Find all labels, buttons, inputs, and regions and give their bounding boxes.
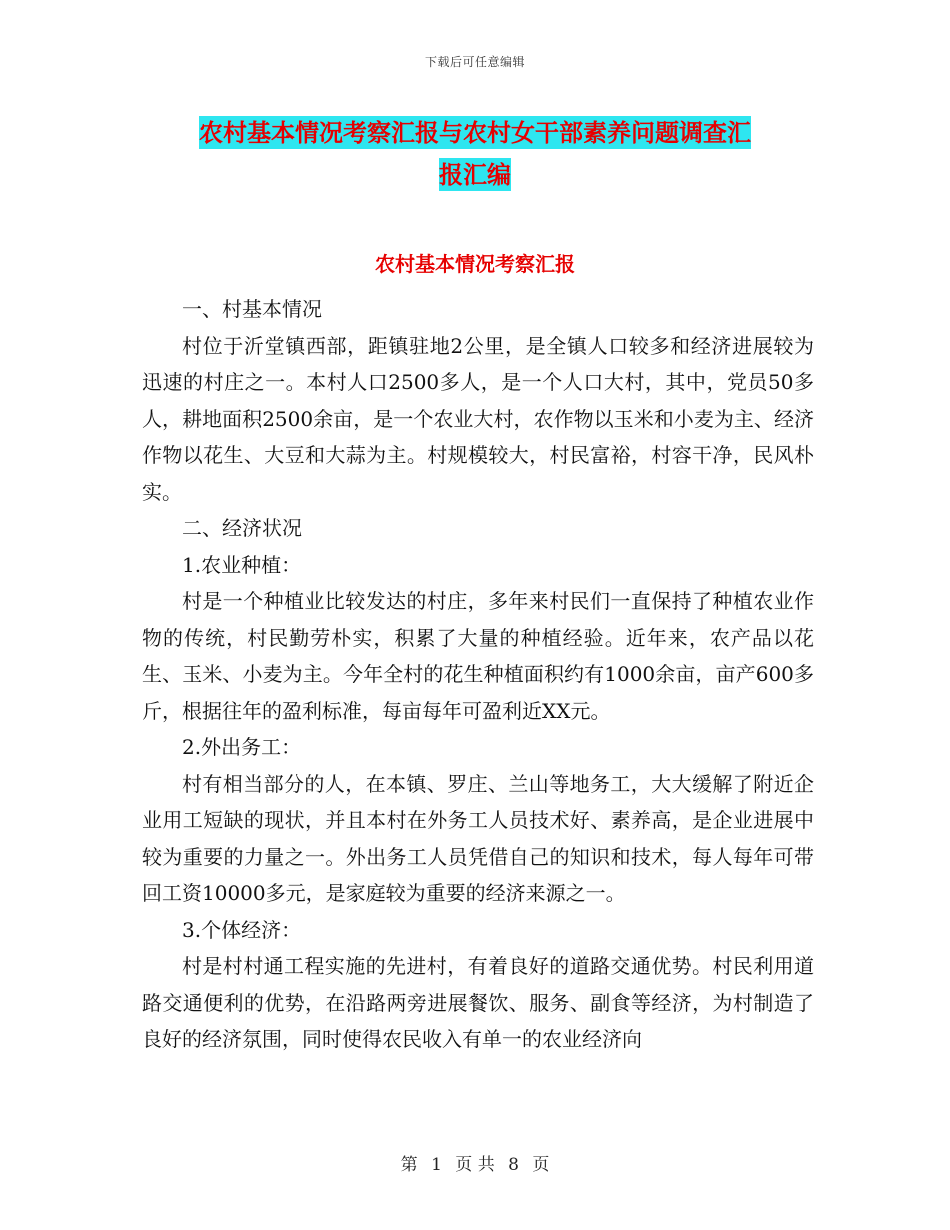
heading-economic-status: 二、经济状况 [182, 516, 302, 540]
footer-suffix: 页 [532, 1155, 550, 1175]
footer-mid: 页 共 [455, 1155, 495, 1175]
subheading-migrant-work: 2.外出务工： [182, 735, 302, 759]
document-title-line-1: 农村基本情况考察汇报与农村女干部素养问题调查汇 [199, 118, 751, 147]
section-title: 农村基本情况考察汇报 [375, 252, 575, 276]
document-title-line-2: 报汇编 [439, 160, 511, 189]
footer-prefix: 第 [400, 1155, 418, 1175]
subheading-individual-economy: 3.个体经济： [182, 917, 302, 942]
footer-total-pages: 8 [508, 1155, 519, 1175]
body-text [142, 291, 814, 1058]
page-footer [0, 1150, 950, 1175]
paragraph-agriculture: 村是一个种植业比较发达的村庄，多年来村民们一直保持了种植农业作物的传统，村民勤劳朴实，积累了大量的种植经验。近年来，农产品以花生、玉米、小麦为主。今年全村的花生种植面积约有1000余亩，亩产600多斤，根据往年的盈利标准，每亩每年可盈利近XX元。 [142, 589, 814, 723]
subheading-agriculture: 1.农业种植： [182, 552, 302, 577]
document-title [140, 112, 810, 196]
paragraph-individual-economy: 村是村村通工程实施的先进村，有着良好的道路交通优势。村民利用道路交通便利的优势，在沿路两旁进展餐饮、服务、副食等经济，为村制造了良好的经济氛围，同时使得农民收入有单一的农业经济向 [142, 954, 814, 1051]
paragraph-migrant-work: 村有相当部分的人，在本镇、罗庄、兰山等地务工，大大缓解了附近企业用工短缺的现状，并且本村在外务工人员技术好、素养高，是企业进展中较为重要的力量之一。外出务工人员凭借自己的知识和技术，每人每年可带回工资10000多元，是家庭较为重要的经济来源之一。 [142, 771, 814, 905]
footer-page-number: 1 [431, 1155, 442, 1175]
paragraph-village-overview: 村位于沂堂镇西部，距镇驻地2公里，是全镇人口较多和经济进展较为迅速的村庄之一。本村人口2500多人，是一个人口大村，其中，党员50多人，耕地面积2500余亩，是一个农业大村，农作物以玉米和小麦为主、经济作物以花生、大豆和大蒜为主。村规模较大，村民富裕，村容干净，民风朴实。 [142, 333, 814, 504]
heading-village-basic-info: 一、村基本情况 [182, 297, 322, 321]
header-note: 下载后可任意编辑 [424, 55, 525, 69]
